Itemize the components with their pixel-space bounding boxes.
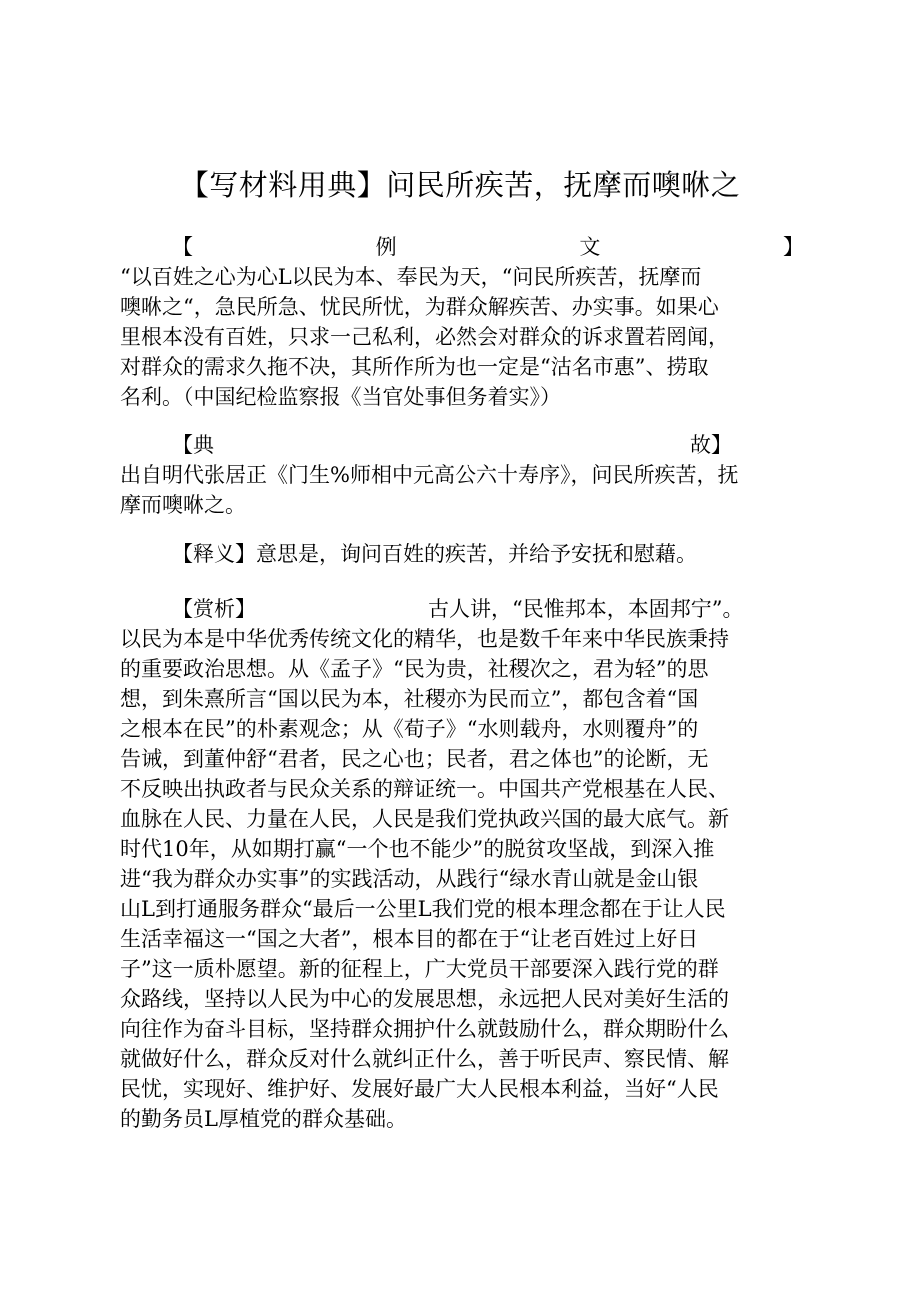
example-line: 噢咻之“，急民所急、忧民所忧，为群众解疾苦、办实事。如果心 bbox=[120, 295, 719, 319]
analysis-line: 子”这一质朴愿望。新的征程上，广大党员干部要深入践行党的群 bbox=[120, 957, 719, 981]
analysis-line: 不反映出执政者与民众关系的辩证统一。中国共产党根基在人民、 bbox=[120, 777, 729, 801]
example-line: “以百姓之心为心L以民为本、奉民为天，“问民所疾苦，抚摩而 bbox=[120, 265, 702, 289]
analysis-line: 的重要政治思想。从《孟子》“民为贵，社稷次之，君为轻”的思 bbox=[120, 657, 709, 681]
source-line: 出自明代张居正《门生%师相中元高公六十寿序》，问民所疾苦，抚 bbox=[120, 463, 739, 487]
example-line: 名利。（中国纪检监察报《当官处事但务着实》） bbox=[120, 385, 561, 409]
analysis-line: 进“我为群众办实事”的实践活动，从践行“绿水青山就是金山银 bbox=[120, 867, 699, 891]
example-heading-char-1: 例 bbox=[375, 235, 397, 259]
analysis-intro: 古人讲，“民惟邦本，本固邦宁”。 bbox=[428, 597, 744, 621]
source-heading bbox=[120, 430, 732, 460]
source-line: 摩而噢咻之。 bbox=[120, 493, 246, 517]
analysis-line: 时代10年，从如期打赢“一个也不能少”的脱贫攻坚战，到深入推 bbox=[120, 837, 715, 861]
analysis-line: 众路线，坚持以人民为中心的发展思想，永远把人民对美好生活的 bbox=[120, 987, 729, 1011]
example-heading bbox=[120, 232, 804, 262]
analysis-line: 民忧，实现好、维护好、发展好最广大人民根本利益，当好“人民 bbox=[120, 1077, 719, 1101]
example-heading-close: 】 bbox=[782, 235, 804, 259]
analysis-line: 告诫，到董仲舒“君者，民之心也；民者，君之体也”的论断，无 bbox=[120, 747, 709, 771]
document-title: 【写材料用典】问民所疾苦，抚摩而噢咻之 bbox=[179, 168, 741, 202]
source-heading-left: 【典 bbox=[172, 433, 214, 457]
example-heading-char-2: 文 bbox=[579, 235, 601, 259]
analysis-line: 生活幸福这一“国之大者”，根本目的都在于“让老百姓过上好日 bbox=[120, 927, 699, 951]
analysis-line: 向往作为奋斗目标，坚持群众拥护什么就鼓励什么，群众期盼什么 bbox=[120, 1017, 729, 1041]
analysis-label: 【赏析】 bbox=[172, 597, 256, 621]
analysis-line: 之根本在民”的朴素观念；从《荀子》“水则载舟，水则覆舟”的 bbox=[120, 717, 699, 741]
example-heading-open: 【 bbox=[172, 235, 193, 259]
example-line: 对群众的需求久拖不决，其所作所为也一定是“沽名市惠”、捞取 bbox=[120, 355, 709, 379]
analysis-line: 想，到朱熹所言“国以民为本，社稷亦为民而立”，都包含着“国 bbox=[120, 687, 699, 711]
analysis-line: 以民为本是中华优秀传统文化的精华，也是数千年来中华民族秉持 bbox=[120, 627, 729, 651]
analysis-line: 血脉在人民、力量在人民，人民是我们党执政兴国的最大底气。新 bbox=[120, 807, 729, 831]
analysis-line: 的勤务员L厚植党的群众基础。 bbox=[120, 1107, 407, 1131]
meaning-paragraph: 【释义】意思是，询问百姓的疾苦，并给予安抚和慰藉。 bbox=[172, 542, 697, 566]
analysis-line: 就做好什么，群众反对什么就纠正什么，善于听民声、察民情、解 bbox=[120, 1047, 729, 1071]
analysis-line: 山L到打通服务群众“最后一公里L我们党的根本理念都在于让人民 bbox=[120, 897, 726, 921]
source-heading-right: 故】 bbox=[690, 433, 732, 457]
example-line: 里根本没有百姓，只求一己私利，必然会对群众的诉求置若罔闻， bbox=[120, 325, 729, 349]
analysis-heading bbox=[120, 594, 804, 624]
